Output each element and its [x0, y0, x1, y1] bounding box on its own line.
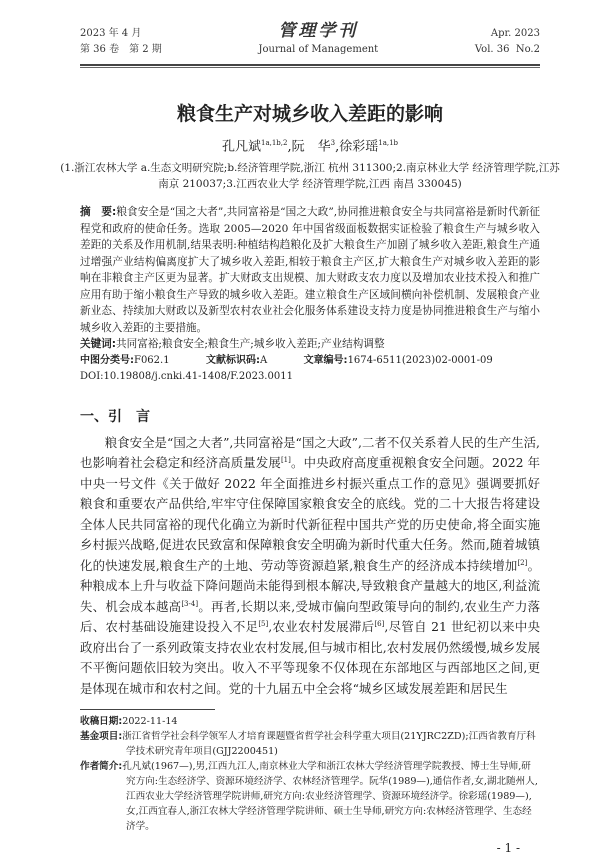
clc-value: F062.1: [134, 354, 170, 366]
header-rule: [80, 64, 540, 66]
journal-name-en: Journal of Management: [258, 44, 379, 55]
bio-text: 孔凡斌(1967—),男,江西九江人,南京林业大学和浙江农林大学经济管理学院教授、博士生导师,研究方向:生态经济学、资源环境经济学、农林经济管理学。阮华(1989—),通信作者,女,湖北随州人,江西农业大学经济管理学院讲师,研究方向:农业经济管理学、资源环境经济学。徐彩瑶(1989—),女,江西宜春人,浙江农林大学经济管理学院讲师、硕士生导师,研究方向:农林经济管理学、生态经济学。: [122, 761, 538, 833]
citation: [5]: [258, 620, 269, 629]
page-number: - 1 -: [496, 841, 520, 856]
author-name: 阮 华: [291, 139, 331, 155]
author-name: 孔凡斌: [221, 139, 261, 155]
header-rule-thin: [80, 67, 540, 68]
keywords-text: 共同富裕;粮食安全;粮食生产;城乡收入差距;产业结构调整: [116, 338, 385, 351]
body-text: ,农业农村发展滞后: [268, 619, 375, 635]
citation: [2]: [517, 558, 528, 567]
author-affil-sup: 1a,1b: [378, 139, 399, 147]
header-issue-en: Vol. 36 No.2: [474, 44, 540, 55]
article-no-label: 文章编号:: [303, 354, 348, 366]
classification-line: [80, 353, 540, 369]
doc-code-value: A: [259, 354, 268, 366]
keywords-label: 关键词:: [80, 338, 117, 351]
author-list: 孔凡斌$^{1a,1b,2}$,阮 华$^3$,徐彩瑶$^{1a,1b}$: [221, 139, 399, 155]
header-issue-cn: 第 36 卷 第 2 期: [80, 44, 162, 55]
body-text: 。中央政府高度重视粮食安全问题。2022 年中央一号文件《关于做好 2022 年全面推进乡村振兴重点工作的意见》强调要抓好粮食和重要农产品供给,牢牢守住保障国家粮食安全的底线。党的二十大报告将建设全体人民共同富裕的现代化确立为新时代新征程中国共产党的历史使命,将全面实施乡村振兴战略,促进农民致富和保障粮食安全明确为新时代重大任务。然而,随着城镇化的快速发展,粮食生产的土地、劳动等资源趋紧,粮食生产的经济成本持续增加: [80, 455, 540, 573]
fund-label: 基金项目:: [80, 731, 123, 743]
citation: [3-4]: [181, 599, 199, 608]
footnote-received: [80, 714, 540, 729]
body-paragraph: [80, 433, 540, 700]
keywords: [80, 336, 540, 353]
citation: [1]: [280, 456, 291, 465]
body-text: 。再者,长期以来,受城市偏向型政策导向的制约,农业生产力落后、农村基础设施建设投入不足: [80, 598, 540, 635]
article-title: 粮食生产对城乡收入差距的影响: [176, 103, 443, 125]
author-name: 徐彩瑶: [339, 139, 379, 155]
doi: DOI:10.19808/j.cnki.41-1408/F.2023.0011: [80, 370, 293, 382]
abstract-label: 摘 要:: [80, 206, 117, 219]
author-affil-sup: 1a,1b,2: [260, 139, 288, 147]
received-label: 收稿日期:: [80, 716, 123, 728]
clc-label: 中图分类号:: [80, 354, 134, 366]
author-affil-sup: 3: [330, 139, 336, 147]
body-text: 粮食安全是“国之大者”,共同富裕是“国之大政”,二者不仅关系着人民的生产生活,也影响着社会稳定和经济高质量发展: [80, 434, 540, 471]
article-no-value: 1674-6511(2023)02-0001-09: [347, 354, 493, 366]
header-date-en: Apr. 2023: [490, 28, 540, 39]
footnote-rule: [80, 709, 215, 710]
footnote-bio: [80, 759, 540, 834]
abstract-text: 粮食安全是“国之大者”,共同富裕是“国之大政”,协同推进粮食安全与共同富裕是新时代新征程党和政府的使命任务。选取 2005—2020 年中国省级面板数据实证检验了粮食生产与城乡收入差距的关系及作用机制,结果表明:种植结构趋粮化及扩大粮食生产加剧了城乡收入差距,粮食生产通过增强产业结构偏离度扩大了城乡收入差距,相较于粮食主产区,扩大粮食生产对城乡收入差距的影响在非粮食主产区更为显著。扩大财政支出规模、加大财政支农力度以及增加农业技术投入和推广应用有助于缩小粮食生产导致的城乡收入差距。建立粮食生产区域间横向补偿机制、发展粮食产业新业态、持续加大财政以及新型农村农业社会化服务体系建设支持力度是协同推进粮食生产与缩小城乡收入差距的主要措施。: [80, 206, 540, 334]
header-date-cn: 2023 年 4 月: [80, 28, 142, 39]
journal-logo: 管理学刊: [278, 21, 359, 41]
received-date: 2022-11-14: [122, 716, 178, 728]
footnote-fund: [80, 729, 540, 759]
fund-text: 浙江省哲学社会科学领军人才培育课题暨省哲学社会科学重大项目(21YJRC2ZD);江西省教育厅科学技术研究青年项目(GJJ2200451): [122, 731, 536, 758]
body-text: ,尽管自 21 世纪初以来中央政府出台了一系列政策支持农业农村发展,但与城市相比,农村发展仍然缓慢,城乡发展不平衡问题依旧较为突出。收入不平等现象不仅体现在东部地区与西部地区之间,更是体现在城市和农村之间。党的十九届五中全会将“城乡区域发展差距和居民生: [80, 619, 540, 696]
body-text: 。种粮成本上升与收益下降问题尚未能得到根本解决,导致粮食产量越大的地区,利益流失、机会成本越高: [80, 557, 540, 614]
doc-code-label: 文献标识码:: [205, 354, 260, 366]
citation: [6]: [374, 620, 385, 629]
affiliations: (1.浙江农林大学 a.生态文明研究院;b.经济管理学院,浙江 杭州 311300;2.南京林业大学 经济管理学院,江苏 南京 210037;3.江西农业大学 经济管理学院,江西 南昌 330045): [60, 162, 560, 191]
bio-label: 作者简介:: [80, 761, 123, 773]
section-heading: 一、引 言: [80, 408, 150, 425]
running-header: [80, 20, 540, 58]
abstract: [80, 204, 540, 353]
